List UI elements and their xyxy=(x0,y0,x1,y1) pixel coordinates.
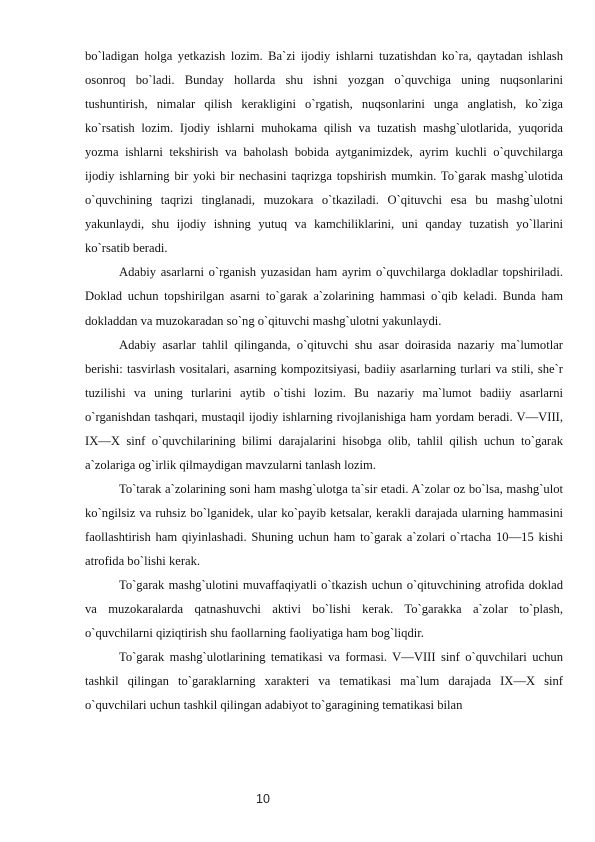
paragraph-5: To`garak mashg`ulotini muvaffaqiyatli o`tkazish uchun o`qituvchining atrofida doklad va muzokaralarda qatnashuvchi aktivi bo`lishi kerak. To`garakka a`zolar to`plash, o`quvchilarni qiziqtirish shu faollarning faoliyatiga ham bog`liqdir. xyxy=(85,578,563,641)
paragraph-2: Adabiy asarlarni o`rganish yuzasidan ham ayrim o`quvchilarga dokladlar topshiriladi. Doklad uchun topshirilgan asarni to`garak a`zolarining hammasi o`qib keladi. Bunda ham dokladdan va muzokaradan so`ng o`qituvchi mashg`ulotni yakunlaydi. xyxy=(85,265,563,328)
body-text xyxy=(85,44,563,717)
page-number: 10 xyxy=(256,792,270,806)
paragraph-3: Adabiy asarlar tahlil qilinganda, o`qituvchi shu asar doirasida nazariy ma`lumotlar berishi: tasvirlash vositalari, asarning kompozitsiyasi, badiiy asarlarning turlari va stili, she`r tuzilishi va uning turlarini aytib o`tishi lozim. Bu nazariy ma`lumot badiiy asarlarni o`rganishdan tashqari, mustaqil ijodiy ishlarning rivojlanishiga ham yordam beradi. V—VIII, IX—X sinf o`quvchilarining bilimi darajalarini hisobga olib, tahlil qilish uchun to`garak a`zolariga og`irlik qilmaydigan mavzularni tanlash lozim. xyxy=(85,337,563,472)
paragraph-4: To`tarak a`zolarining soni ham mashg`ulotga ta`sir etadi. A`zolar oz bo`lsa, mashg`ulot ko`ngilsiz va ruhsiz bo`lganidek, ular ko`payib ketsalar, kerakli darajada ularning hammasini faollashtirish ham qiyinlashadi. Shuning uchun ham to`garak a`zolari o`rtacha 10—15 kishi atrofida bo`lishi kerak. xyxy=(85,481,563,568)
paragraph-1: bo`ladigan holga yetkazish lozim. Ba`zi ijodiy ishlarni tuzatishdan ko`ra, qaytadan ishlash osonroq bo`ladi. Bunday hollarda shu ishni yozgan o`quvchiga uning nuqsonlarini tushuntirish, nimalar qilish kerakligini o`rgatish, nuqsonlarini unga anglatish, ko`ziga ko`rsatish lozim. Ijodiy ishlarni muhokama qilish va tuzatish mashg`ulotlarida, yuqorida yozma ishlarni tekshirish va baholash bobida aytganimizdek, ayrim kuchli o`quvchilarga ijodiy ishlarning bir yoki bir nechasini taqrizga topshirish mumkin. To`garak mashg`ulotida o`quvchining taqrizi tinglanadi, muzokara o`tkaziladi. O`qituvchi esa bu mashg`ulotni yakunlaydi, shu ijodiy ishning yutuq va kamchiliklarini, uni qanday tuzatish yo`llarini ko`rsatib beradi. xyxy=(85,49,563,256)
paragraph-6: To`garak mashg`ulotlarining tematikasi va formasi. V—VIII sinf o`quvchilari uchun tashkil qilingan to`garaklarning xarakteri va tematikasi ma`lum darajada IX—X sinf o`quvchilari uchun tashkil qilingan adabiyot to`garagining tematikasi bilan xyxy=(85,650,563,713)
